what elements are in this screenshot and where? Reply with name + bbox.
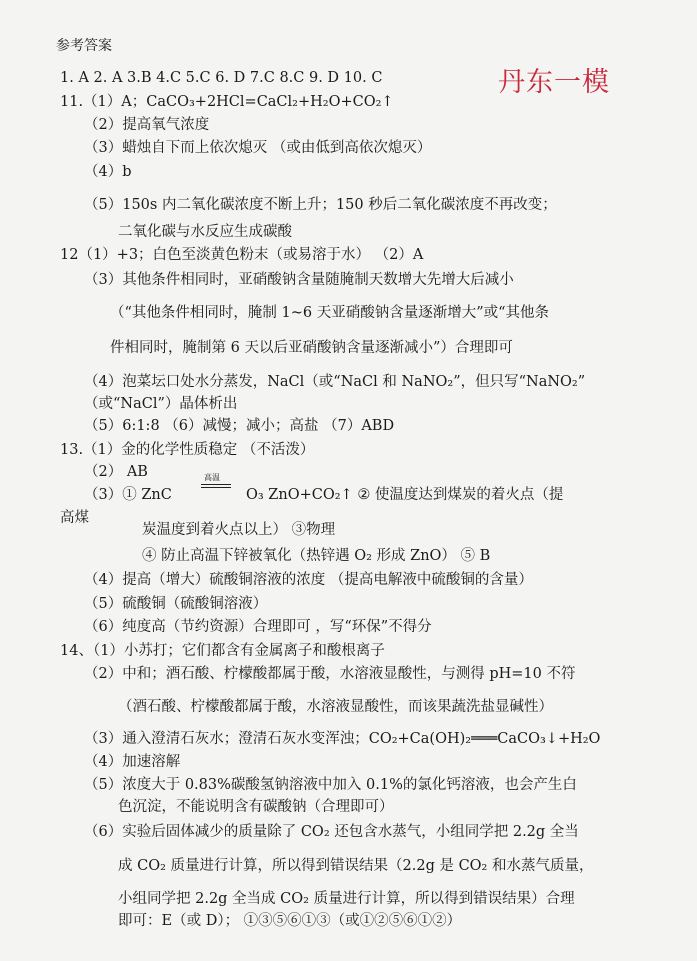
- answer-line: 14、（1）小苏打；它们都含有金属离子和酸根离子: [60, 643, 385, 659]
- answer-line: （2） AB: [84, 464, 148, 480]
- answer-line: 高煤: [60, 510, 89, 526]
- answer-line: （3）蜡烛自下而上依次熄灭 （或由低到高依次熄灭）: [84, 140, 432, 156]
- answer-line: （5）浓度大于 0.83%碳酸氢钠溶液中加入 0.1%的氯化钙溶液，也会产生白: [84, 777, 577, 793]
- answer-line: （6）纯度高（节约资源）合理即可 ，写“环保”不得分: [84, 619, 432, 635]
- condition-line: [201, 487, 231, 488]
- answer-line: （4）b: [84, 164, 132, 180]
- answer-line: 12（1）+3；白色至淡黄色粉末（或易溶于水） （2）A: [60, 247, 424, 263]
- answer-line: （4）加速溶解: [84, 754, 181, 770]
- answer-line: 13.（1）金的化学性质稳定 （不活泼）: [60, 442, 315, 458]
- answer-line: ④ 防止高温下锌被氧化（热锌遇 O₂ 形成 ZnO） ⑤ B: [142, 548, 491, 564]
- answer-line: 1. A 2. A 3.B 4.C 5.C 6. D 7.C 8.C 9. D 10. C: [60, 70, 383, 86]
- answer-line: O₃ ZnO+CO₂↑ ② 使温度达到煤炭的着火点（提: [246, 487, 564, 503]
- answer-line: （3）其他条件相同时，亚硝酸钠含量随腌制天数增大先增大后减小: [84, 272, 514, 288]
- answer-line: 件相同时，腌制第 6 天以后亚硝酸钠含量逐渐减小”）合理即可: [110, 340, 513, 356]
- answer-line: 11.（1）A；CaCO₃+2HCl=CaCl₂+H₂O+CO₂↑: [60, 94, 394, 110]
- answer-line: （2）中和；酒石酸、柠檬酸都属于酸，水溶液显酸性，与测得 pH=10 不符: [84, 666, 576, 682]
- answer-line: （3）① ZnC: [84, 487, 172, 503]
- page-title: 参考答案: [56, 38, 112, 54]
- answer-line: 小组同学把 2.2g 全当成 CO₂ 质量进行计算，所以得到错误结果）合理: [118, 891, 575, 907]
- answer-line: 成 CO₂ 质量进行计算，所以得到错误结果（2.2g 是 CO₂ 和水蒸气质量，: [118, 858, 594, 874]
- answer-line: （3）通入澄清石灰水；澄清石灰水变浑浊；CO₂+Ca(OH)₂═══CaCO₃↓+H₂O: [84, 731, 601, 747]
- answer-line: （5）6:1:8 （6）减慢；减小；高盐 （7）ABD: [84, 418, 395, 434]
- answer-line: （6）实验后固体减少的质量除了 CO₂ 还包含水蒸气，小组同学把 2.2g 全当: [84, 824, 579, 840]
- reaction-condition: [201, 473, 231, 492]
- answer-line: （“其他条件相同时，腌制 1~6 天亚硝酸钠含量逐渐增大”或“其他条: [110, 305, 550, 321]
- answer-line: （5）150s 内二氧化碳浓度不断上升；150 秒后二氧化碳浓度不再改变；: [84, 197, 557, 213]
- answer-line: （或“NaCl”）晶体析出: [84, 396, 238, 412]
- answer-line: （2）提高氧气浓度: [84, 117, 210, 133]
- condition-label: 高温: [204, 473, 220, 482]
- answer-line: 炭温度到着火点以上） ③物理: [142, 522, 336, 538]
- answer-line: 二氧化碳与水反应生成碳酸: [118, 224, 292, 240]
- answer-line: 即可：E（或 D）； ①③⑤⑥①③（或①②⑤⑥①②）: [118, 913, 462, 929]
- answer-line: （5）硫酸铜（硫酸铜溶液）: [84, 596, 268, 612]
- answer-line: （4）泡菜坛口处水分蒸发，NaCl（或“NaCl 和 NaNO₂”，但只写“NaNO₂”: [84, 374, 586, 390]
- answer-line: （4）提高（增大）硫酸铜溶液的浓度 （提高电解液中硫酸铜的含量）: [84, 572, 533, 588]
- answer-line: 色沉淀，不能说明含有碳酸钠（合理即可）: [118, 799, 394, 815]
- region-stamp: 丹东一模: [498, 67, 610, 98]
- answer-line: （酒石酸、柠檬酸都属于酸，水溶液显酸性，而该果蔬洗盐显碱性）: [118, 699, 553, 715]
- condition-line: [201, 484, 231, 485]
